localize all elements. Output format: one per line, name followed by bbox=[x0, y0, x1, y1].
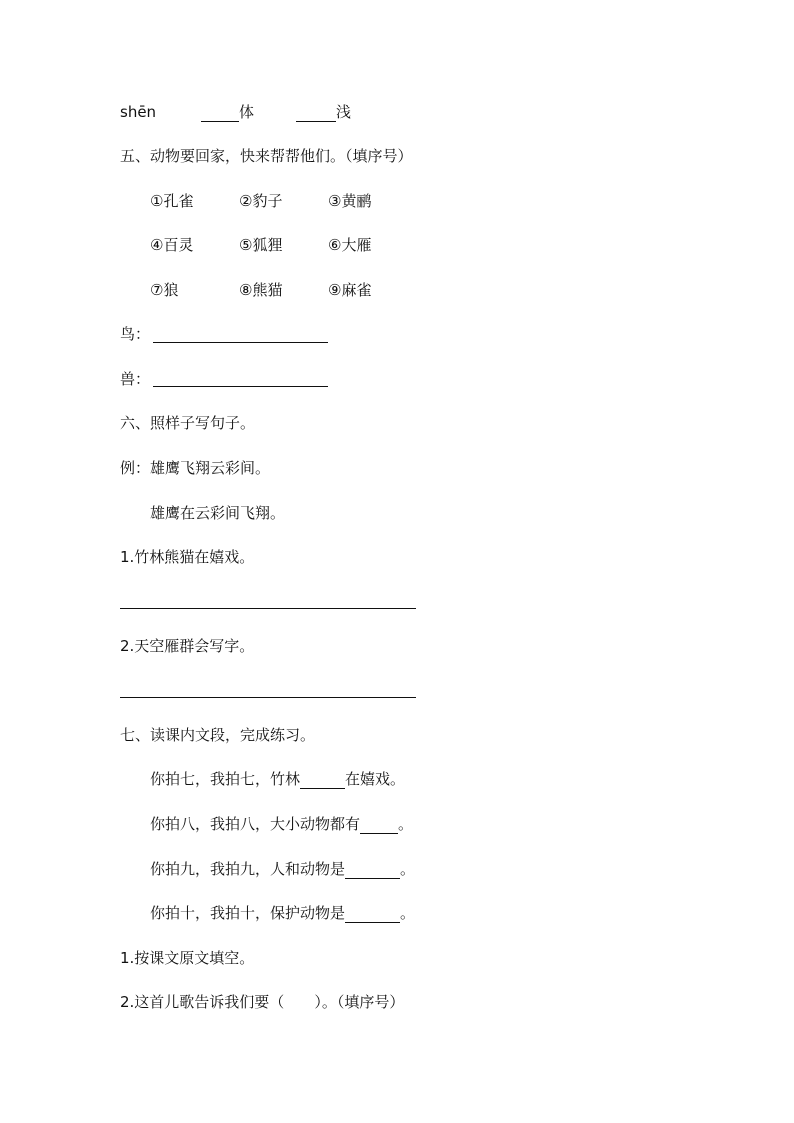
q7-sub-2: 2.这首儿歌告诉我们要（ ）。（填序号） bbox=[120, 993, 405, 1011]
word-text: 体 bbox=[239, 103, 255, 121]
answer-blank[interactable] bbox=[296, 106, 336, 122]
option: ①孔雀 bbox=[150, 192, 194, 210]
pinyin-word-2 bbox=[296, 102, 351, 122]
line-text: 你拍七，我拍七，竹林 bbox=[150, 770, 301, 788]
q6-item-2: 2.天空雁群会写字。 bbox=[120, 637, 255, 655]
q6-example: 例：雄鹰飞翔云彩间。 bbox=[120, 459, 271, 477]
beast-answer-line[interactable] bbox=[153, 386, 328, 387]
q5-title: 五、动物要回家，快来帮帮他们。（填序号） bbox=[120, 147, 413, 165]
bird-label: 鸟： bbox=[120, 325, 151, 343]
q7-line bbox=[150, 814, 413, 834]
option: ③黄鹂 bbox=[328, 192, 372, 210]
pinyin-word-1 bbox=[201, 102, 254, 122]
line-text: 。 bbox=[400, 904, 416, 922]
line-text: 你拍十，我拍十，保护动物是 bbox=[150, 904, 346, 922]
q7-line bbox=[150, 859, 415, 879]
line-text: 。 bbox=[398, 815, 414, 833]
answer-blank[interactable] bbox=[345, 907, 400, 923]
q7-sub-1: 1.按课文原文填空。 bbox=[120, 949, 255, 967]
answer-blank[interactable] bbox=[201, 106, 239, 122]
option: ⑦狼 bbox=[150, 281, 179, 299]
q6-answer-line-2[interactable] bbox=[120, 697, 416, 698]
option: ⑤狐狸 bbox=[239, 236, 283, 254]
line-text: 在嬉戏。 bbox=[345, 770, 406, 788]
answer-blank[interactable] bbox=[345, 863, 400, 879]
q6-title: 六、照样子写句子。 bbox=[120, 414, 256, 432]
q7-line bbox=[150, 903, 415, 923]
bird-answer-line[interactable] bbox=[153, 342, 328, 343]
q6-item-1: 1.竹林熊猫在嬉戏。 bbox=[120, 548, 255, 566]
q6-answer-line-1[interactable] bbox=[120, 608, 416, 609]
q7-title: 七、读课内文段，完成练习。 bbox=[120, 726, 316, 744]
beast-label: 兽： bbox=[120, 370, 151, 388]
q6-example-answer: 雄鹰在云彩间飞翔。 bbox=[150, 504, 286, 522]
answer-blank[interactable] bbox=[360, 818, 398, 834]
option: ⑧熊猫 bbox=[239, 281, 283, 299]
option: ②豹子 bbox=[239, 192, 283, 210]
line-text: 。 bbox=[400, 860, 416, 878]
pinyin-row bbox=[120, 102, 156, 122]
answer-blank[interactable] bbox=[300, 773, 345, 789]
word-text: 浅 bbox=[336, 103, 352, 121]
pinyin-text: shēn bbox=[120, 103, 157, 121]
option: ⑥大雁 bbox=[328, 236, 372, 254]
line-text: 你拍九，我拍九，人和动物是 bbox=[150, 860, 346, 878]
option: ④百灵 bbox=[150, 236, 194, 254]
option: ⑨麻雀 bbox=[328, 281, 372, 299]
q7-line bbox=[150, 769, 405, 789]
line-text: 你拍八，我拍八，大小动物都有 bbox=[150, 815, 361, 833]
